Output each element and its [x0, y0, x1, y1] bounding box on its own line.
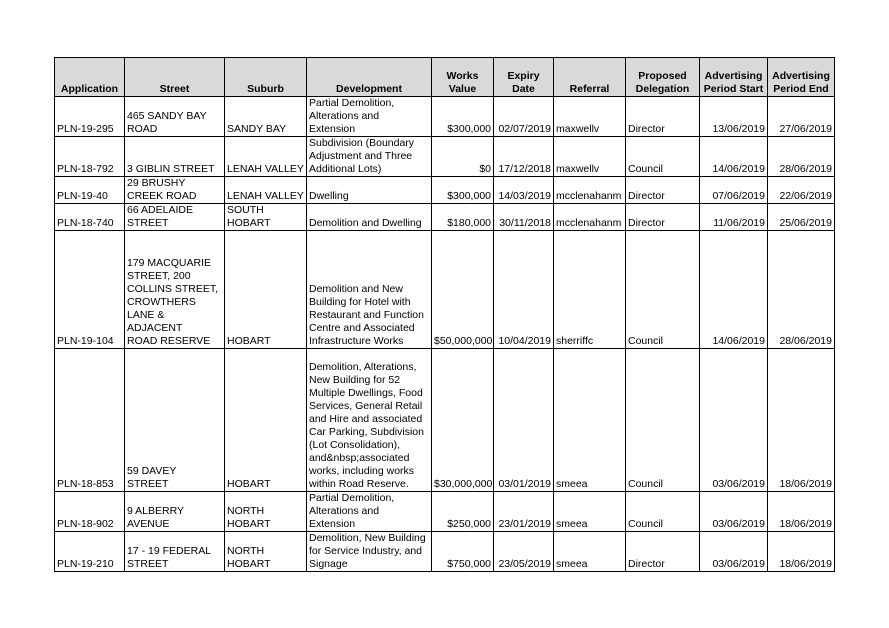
cell-delegation: Council [626, 349, 700, 492]
cell-application: PLN-18-792 [55, 137, 125, 177]
table-row [55, 97, 835, 137]
cell-referral: smeea [554, 532, 626, 572]
cell-works-value: $180,000 [432, 204, 494, 231]
cell-application: PLN-18-853 [55, 349, 125, 492]
cell-development: Subdivision (Boundary Adjustment and Three Additional Lots) [307, 137, 432, 177]
header-development: Development [307, 58, 432, 97]
cell-suburb: LENAH VALLEY [225, 177, 307, 204]
cell-suburb: LENAH VALLEY [225, 137, 307, 177]
cell-advertising-start: 03/06/2019 [700, 532, 768, 572]
cell-referral: mcclenahanm [554, 177, 626, 204]
cell-development: Demolition and Dwelling [307, 204, 432, 231]
cell-street: 179 MACQUARIE STREET, 200 COLLINS STREET, CROWTHERS LANE & ADJACENT ROAD RESERVE [125, 231, 225, 349]
table-row [55, 492, 835, 532]
cell-works-value: $30,000,000 [432, 349, 494, 492]
cell-street: 465 SANDY BAY ROAD [125, 97, 225, 137]
cell-street: 17 - 19 FEDERAL STREET [125, 532, 225, 572]
cell-advertising-end: 25/06/2019 [768, 204, 835, 231]
cell-development: Partial Demolition, Alterations and Extension [307, 492, 432, 532]
cell-suburb: NORTH HOBART [225, 492, 307, 532]
cell-expiry-date: 23/05/2019 [494, 532, 554, 572]
cell-application: PLN-18-740 [55, 204, 125, 231]
header-referral: Referral [554, 58, 626, 97]
table-row [55, 349, 835, 492]
header-application: Application [55, 58, 125, 97]
cell-referral: sherriffc [554, 231, 626, 349]
cell-suburb: SOUTH HOBART [225, 204, 307, 231]
table-row [55, 137, 835, 177]
cell-referral: mcclenahanm [554, 204, 626, 231]
table-row [55, 532, 835, 572]
cell-application: PLN-19-295 [55, 97, 125, 137]
cell-suburb: NORTH HOBART [225, 532, 307, 572]
cell-advertising-start: 14/06/2019 [700, 137, 768, 177]
cell-delegation: Director [626, 97, 700, 137]
cell-delegation: Council [626, 492, 700, 532]
cell-advertising-end: 18/06/2019 [768, 492, 835, 532]
applications-table [54, 57, 835, 572]
cell-referral: maxwellv [554, 137, 626, 177]
cell-works-value: $50,000,000 [432, 231, 494, 349]
cell-delegation: Council [626, 137, 700, 177]
header-expiry-date: Expiry Date [494, 58, 554, 97]
cell-works-value: $750,000 [432, 532, 494, 572]
cell-advertising-start: 03/06/2019 [700, 492, 768, 532]
header-advertising-end: Advertising Period End [768, 58, 835, 97]
cell-advertising-start: 07/06/2019 [700, 177, 768, 204]
table-row [55, 204, 835, 231]
cell-expiry-date: 23/01/2019 [494, 492, 554, 532]
cell-advertising-end: 22/06/2019 [768, 177, 835, 204]
cell-street: 59 DAVEY STREET [125, 349, 225, 492]
cell-advertising-start: 11/06/2019 [700, 204, 768, 231]
header-street: Street [125, 58, 225, 97]
cell-application: PLN-19-104 [55, 231, 125, 349]
cell-development: Demolition and New Building for Hotel with Restaurant and Function Centre and Associated Infrastructure Works [307, 231, 432, 349]
cell-development: Partial Demolition, Alterations and Extension [307, 97, 432, 137]
cell-delegation: Council [626, 231, 700, 349]
header-suburb: Suburb [225, 58, 307, 97]
cell-suburb: HOBART [225, 349, 307, 492]
cell-works-value: $250,000 [432, 492, 494, 532]
cell-expiry-date: 17/12/2018 [494, 137, 554, 177]
cell-application: PLN-19-40 [55, 177, 125, 204]
cell-advertising-end: 27/06/2019 [768, 97, 835, 137]
cell-advertising-end: 18/06/2019 [768, 532, 835, 572]
cell-street: 9 ALBERRY AVENUE [125, 492, 225, 532]
cell-advertising-start: 03/06/2019 [700, 349, 768, 492]
cell-advertising-end: 28/06/2019 [768, 137, 835, 177]
cell-expiry-date: 02/07/2019 [494, 97, 554, 137]
table-row [55, 231, 835, 349]
cell-expiry-date: 30/11/2018 [494, 204, 554, 231]
cell-street: 3 GIBLIN STREET [125, 137, 225, 177]
cell-advertising-start: 13/06/2019 [700, 97, 768, 137]
table-row [55, 177, 835, 204]
cell-referral: smeea [554, 492, 626, 532]
header-advertising-start: Advertising Period Start [700, 58, 768, 97]
cell-street: 29 BRUSHY CREEK ROAD [125, 177, 225, 204]
cell-expiry-date: 03/01/2019 [494, 349, 554, 492]
header-works-value: Works Value [432, 58, 494, 97]
cell-advertising-end: 18/06/2019 [768, 349, 835, 492]
cell-delegation: Director [626, 204, 700, 231]
header-proposed-delegation: Proposed Delegation [626, 58, 700, 97]
cell-delegation: Director [626, 177, 700, 204]
cell-delegation: Director [626, 532, 700, 572]
cell-street: 66 ADELAIDE STREET [125, 204, 225, 231]
cell-development: Dwelling [307, 177, 432, 204]
cell-advertising-start: 14/06/2019 [700, 231, 768, 349]
cell-expiry-date: 10/04/2019 [494, 231, 554, 349]
cell-application: PLN-19-210 [55, 532, 125, 572]
cell-expiry-date: 14/03/2019 [494, 177, 554, 204]
cell-advertising-end: 28/06/2019 [768, 231, 835, 349]
cell-referral: maxwellv [554, 97, 626, 137]
cell-works-value: $0 [432, 137, 494, 177]
cell-suburb: SANDY BAY [225, 97, 307, 137]
cell-works-value: $300,000 [432, 177, 494, 204]
cell-suburb: HOBART [225, 231, 307, 349]
cell-development: Demolition, Alterations, New Building for 52 Multiple Dwellings, Food Services, General Retail and Hire and associated Car Parking, Subdivision (Lot Consolidation), and&nbsp;associated works, including works within Road Reserve. [307, 349, 432, 492]
cell-development: Demolition, New Building for Service Industry, and Signage [307, 532, 432, 572]
header-row [55, 58, 835, 97]
cell-referral: smeea [554, 349, 626, 492]
cell-application: PLN-18-902 [55, 492, 125, 532]
cell-works-value: $300,000 [432, 97, 494, 137]
